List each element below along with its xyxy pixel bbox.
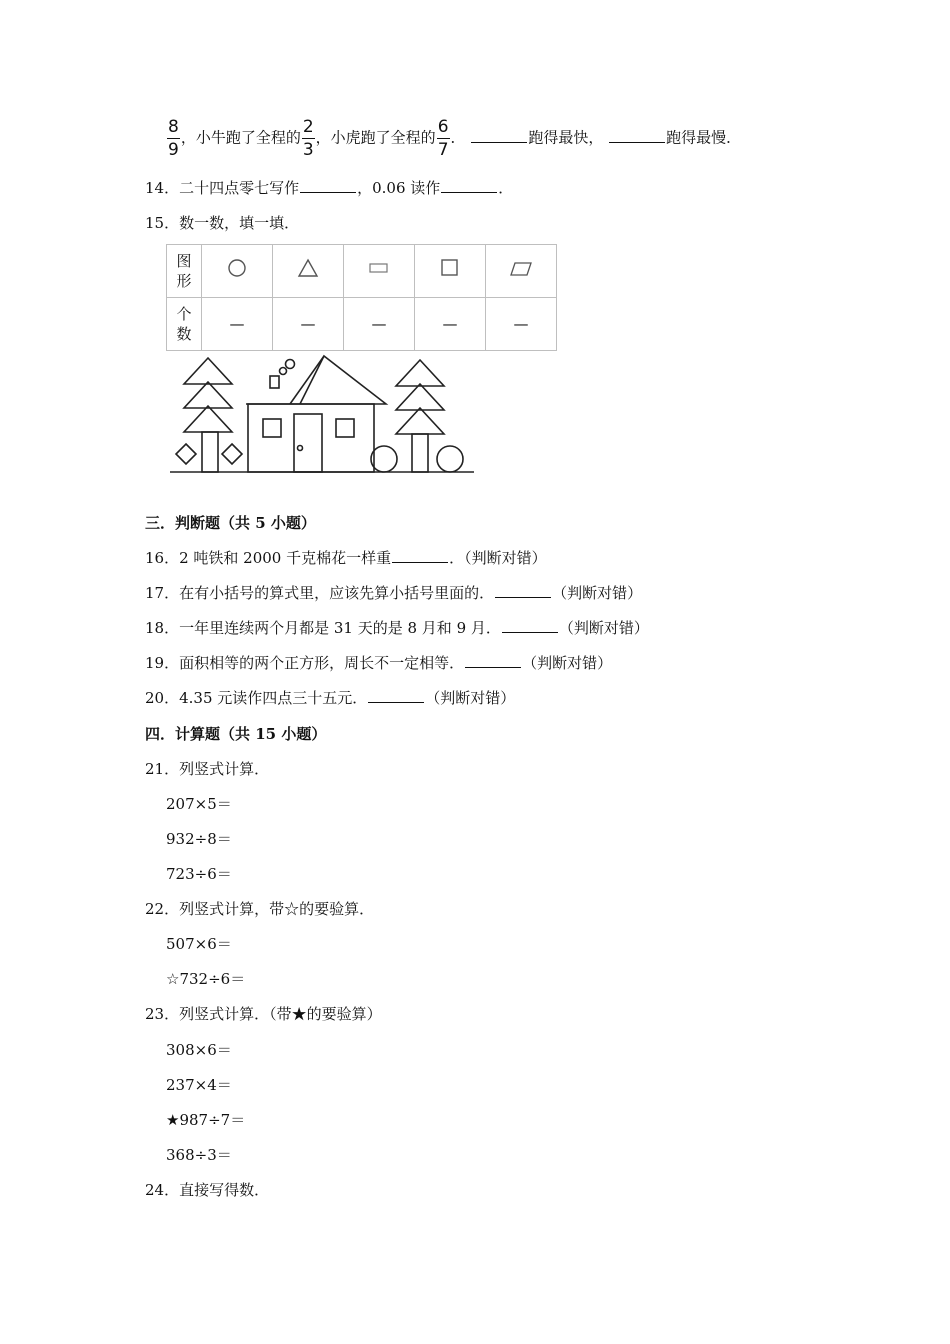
row-header-count bbox=[167, 298, 202, 351]
question-21 bbox=[145, 759, 269, 779]
q14-text-2: ，0.06 读作 bbox=[357, 179, 441, 197]
question-tail: （判断对错） bbox=[522, 654, 613, 672]
answer-blank[interactable] bbox=[300, 178, 356, 193]
question-20 bbox=[145, 688, 515, 708]
header-char: 个 bbox=[176, 305, 192, 323]
parallelogram-icon bbox=[508, 259, 534, 279]
question-19 bbox=[145, 653, 612, 673]
section-3-title: 三．判断题（共 5 小题） bbox=[145, 514, 316, 532]
shape-count-table bbox=[166, 244, 557, 351]
table-row bbox=[167, 298, 557, 351]
q15-text: 数一数，填一填． bbox=[179, 214, 300, 232]
fraction-denominator: 9 bbox=[168, 140, 179, 160]
question-text: 2 吨铁和 2000 千克棉花一样重 bbox=[179, 549, 392, 567]
question-text: 在有小括号的算式里，应该先算小括号里面的． bbox=[179, 584, 495, 602]
header-char: 数 bbox=[176, 325, 192, 343]
table-cell bbox=[415, 245, 486, 298]
fraction-denominator: 3 bbox=[302, 140, 314, 160]
answer-blank[interactable] bbox=[392, 548, 448, 563]
answer-blank[interactable] bbox=[502, 618, 558, 633]
count-cell[interactable]: — bbox=[344, 298, 415, 351]
question-text: 面积相等的两个正方形，周长不一定相等． bbox=[179, 654, 465, 672]
house-icon bbox=[246, 356, 386, 472]
fraction-2-3 bbox=[302, 118, 315, 159]
fraction-6-7 bbox=[437, 118, 450, 159]
calc-item: ☆732÷6＝ bbox=[166, 970, 246, 988]
square-icon bbox=[438, 257, 462, 281]
question-22 bbox=[145, 899, 374, 919]
q13-text-3: ． bbox=[450, 128, 466, 147]
question-text: 4.35 元读作四点三十五元． bbox=[179, 689, 368, 707]
answer-blank[interactable] bbox=[368, 688, 424, 703]
calc-item: 368÷3＝ bbox=[166, 1146, 232, 1164]
q13-text-1: ，小牛跑了全程的 bbox=[180, 128, 301, 147]
triangle-icon bbox=[296, 257, 320, 281]
question-number: 17． bbox=[145, 584, 180, 602]
house-and-trees-figure bbox=[166, 352, 478, 476]
q13-text-2: ，小虎跑了全程的 bbox=[315, 128, 436, 147]
question-tail: （判断对错） bbox=[425, 689, 516, 707]
question-number: 15． bbox=[145, 214, 180, 232]
question-17 bbox=[145, 583, 642, 603]
question-tail: （判断对错） bbox=[558, 619, 649, 637]
right-tree-icon bbox=[371, 360, 463, 472]
count-cell[interactable]: — bbox=[486, 298, 557, 351]
count-cell[interactable]: — bbox=[202, 298, 273, 351]
question-number: 20． bbox=[145, 689, 180, 707]
question-16 bbox=[145, 548, 547, 568]
fraction-8-9 bbox=[167, 118, 180, 159]
calc-item: ★987÷7＝ bbox=[166, 1111, 246, 1129]
question-15 bbox=[145, 213, 299, 233]
table-cell bbox=[202, 245, 273, 298]
question-number: 21． bbox=[145, 760, 180, 778]
count-cell[interactable]: — bbox=[273, 298, 344, 351]
header-char: 形 bbox=[176, 272, 192, 290]
q13-text-4: 跑得最快， bbox=[528, 128, 604, 147]
header-char: 图 bbox=[176, 252, 192, 270]
section-4-title: 四．计算题（共 15 小题） bbox=[145, 725, 327, 743]
circle-icon bbox=[225, 257, 249, 281]
question-text: 列竖式计算． bbox=[179, 760, 270, 778]
calc-item: 723÷6＝ bbox=[166, 865, 232, 883]
rectangle-icon bbox=[367, 259, 391, 279]
answer-blank[interactable] bbox=[441, 178, 497, 193]
answer-blank[interactable] bbox=[471, 128, 527, 143]
question-14 bbox=[145, 178, 513, 198]
question-text: 直接写得数． bbox=[179, 1181, 270, 1199]
question-tail: ．（判断对错） bbox=[449, 549, 547, 567]
calc-item: 207×5＝ bbox=[166, 795, 232, 813]
question-number: 23． bbox=[145, 1005, 180, 1023]
answer-blank[interactable] bbox=[609, 128, 665, 143]
question-number: 18． bbox=[145, 619, 180, 637]
table-row bbox=[167, 245, 557, 298]
question-text: 列竖式计算．（带★的要验算） bbox=[179, 1005, 382, 1023]
fraction-numerator: 6 bbox=[437, 117, 449, 137]
question-number: 14． bbox=[145, 179, 180, 197]
q13-line bbox=[166, 118, 741, 159]
fraction-denominator: 7 bbox=[437, 140, 449, 160]
q13-text-5: 跑得最慢． bbox=[666, 128, 742, 147]
question-24 bbox=[145, 1180, 269, 1200]
question-tail: （判断对错） bbox=[552, 584, 643, 602]
fraction-numerator: 8 bbox=[168, 117, 179, 137]
table-cell bbox=[273, 245, 344, 298]
count-cell[interactable]: — bbox=[415, 298, 486, 351]
question-23 bbox=[145, 1004, 382, 1024]
question-text: 一年里连续两个月都是 31 天的是 8 月和 9 月． bbox=[179, 619, 501, 637]
question-number: 16． bbox=[145, 549, 180, 567]
calc-item: 507×6＝ bbox=[166, 935, 232, 953]
left-tree-icon bbox=[176, 358, 242, 472]
calc-item: 237×4＝ bbox=[166, 1076, 232, 1094]
answer-blank[interactable] bbox=[495, 583, 551, 598]
row-header-shape bbox=[167, 245, 202, 298]
table-cell bbox=[344, 245, 415, 298]
answer-blank[interactable] bbox=[465, 653, 521, 668]
q14-text-1: 二十四点零七写作 bbox=[179, 179, 300, 197]
calc-item: 932÷8＝ bbox=[166, 830, 232, 848]
calc-item: 308×6＝ bbox=[166, 1041, 232, 1059]
question-text: 列竖式计算，带☆的要验算． bbox=[179, 900, 375, 918]
question-18 bbox=[145, 618, 649, 638]
question-number: 22． bbox=[145, 900, 180, 918]
table-cell bbox=[486, 245, 557, 298]
question-number: 24． bbox=[145, 1181, 180, 1199]
fraction-numerator: 2 bbox=[302, 117, 314, 137]
q14-text-3: ． bbox=[498, 179, 514, 197]
question-number: 19． bbox=[145, 654, 180, 672]
